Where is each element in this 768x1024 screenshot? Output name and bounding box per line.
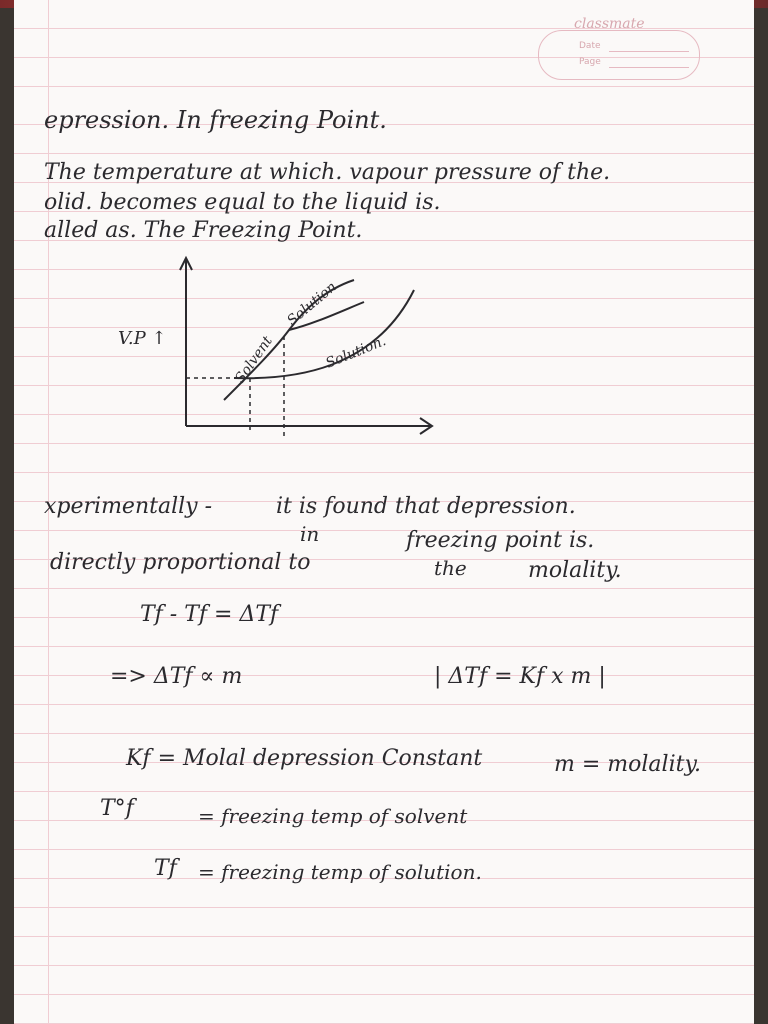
- def-t0f-text: = freezing temp of solvent: [198, 804, 468, 828]
- notebook-page: [14, 0, 754, 1024]
- exp-molality: molality.: [528, 558, 622, 583]
- note-line-2: The temperature at which. vapour pressure of the.: [44, 160, 611, 185]
- curve-label-solution-upper: Solution: [284, 278, 340, 330]
- curve-label-solution-lower: Solution.: [323, 333, 389, 372]
- curve-label-solvent: Solvent: [232, 333, 276, 387]
- note-line-1: epression. In freezing Point.: [44, 106, 387, 134]
- exp-line-2: freezing point is.: [406, 528, 595, 553]
- page-label: Page: [579, 57, 601, 67]
- date-label: Date: [579, 41, 601, 51]
- def-tf-symbol: Tf: [154, 856, 177, 881]
- equation-3-boxed: | ΔTf = Kf x m |: [434, 664, 606, 689]
- exp-line-1: it is found that depression.: [276, 494, 576, 519]
- equation-1: Tf - Tf = ΔTf: [140, 602, 279, 627]
- exp-in: in: [300, 522, 320, 546]
- exp-label: xperimentally -: [44, 494, 212, 519]
- date-line: [609, 51, 689, 52]
- def-t0f-symbol: T°f: [100, 796, 134, 821]
- equation-2: => ΔTf ∝ m: [110, 664, 243, 689]
- note-line-3: olid. becomes equal to the liquid is.: [44, 190, 441, 215]
- page-line: [609, 67, 689, 68]
- note-line-4: alled as. The Freezing Point.: [44, 218, 363, 243]
- vapour-pressure-graph: [114, 250, 454, 450]
- exp-line-3: directly proportional to: [50, 550, 311, 575]
- graph-y-label: V.P ↑: [118, 328, 167, 349]
- exp-the: the: [434, 556, 467, 580]
- brand-logo: classmate: [574, 16, 645, 32]
- def-m: m = molality.: [554, 752, 701, 777]
- date-page-box: [538, 30, 700, 80]
- def-kf: Kf = Molal depression Constant: [126, 746, 483, 771]
- def-tf-text: = freezing temp of solution.: [198, 860, 482, 884]
